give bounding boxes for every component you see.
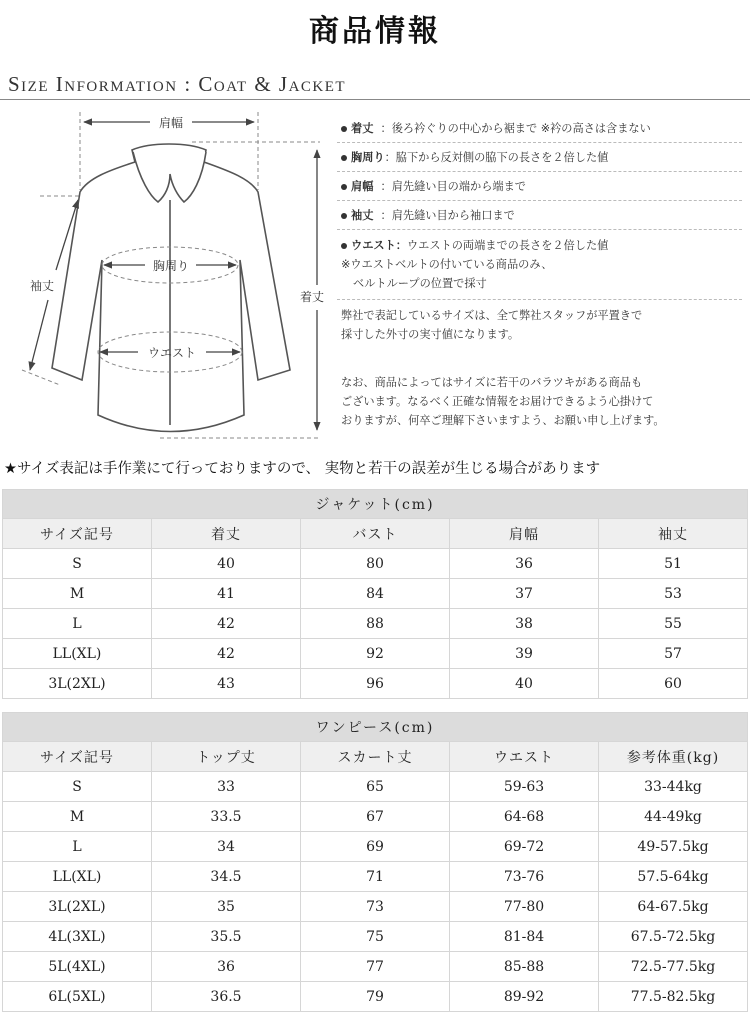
column-header: トップ丈 [152,742,301,772]
column-header: 肩幅 [450,519,599,549]
handmade-measurement-notice: ★サイズ表記は手作業にて行っておりますので、 実物と若干の誤差が生じる場合があります [4,461,601,477]
page-title: 商品情報 [309,14,441,49]
bullet-icon [341,155,347,161]
table-header-row [3,519,748,549]
column-header: バスト [301,519,450,549]
note-sleeve: 袖丈 ：肩先縫い目から袖口まで [337,203,742,230]
table-row: 3L(2XL) 43 96 40 60 [3,669,748,699]
variance-disclaimer-text: なお、商品によってはサイズに若干のバラツキがある商品も ございます。なるべく正確な情報をお届けできるよう心掛けて おりますが、何卒ご理解下さいますよう、お願い申し上げます。 [341,376,665,427]
column-header: 袖丈 [599,519,748,549]
bullet-icon [341,184,347,190]
column-header: サイズ記号 [3,519,152,549]
measurement-method-text: 弊社で表記しているサイズは、全て弊社スタッフが平置きで 採寸した外寸の実寸値になります。 [341,309,643,341]
onepiece-table-title: ワンピース(cm) [3,713,748,742]
coat-measurement-diagram [0,100,330,450]
table-row: 3L(2XL) 35 73 77-80 64-67.5kg [3,892,748,922]
column-header: スカート丈 [301,742,450,772]
table-row: LL(XL) 42 92 39 57 [3,639,748,669]
coat-outline [52,144,290,432]
onepiece-size-table [2,712,748,1012]
table-row: M 41 84 37 53 [3,579,748,609]
total-length-label: 着丈 [299,290,325,304]
table-row: M 33.5 67 64-68 44-49kg [3,802,748,832]
waist-label: ウエスト [147,346,197,360]
note-waist: ウエスト：ウエストの両端までの長さを２倍した値 ※ウエストベルトの付いている商品のみ、 ベルトループの位置で採寸 [337,232,742,300]
table-row: 5L(4XL) 36 77 85-88 72.5-77.5kg [3,952,748,982]
bullet-icon [341,126,347,132]
section-heading: Size Information : Coat & Jacket [8,72,347,96]
jacket-table-title: ジャケット(cm) [3,490,748,519]
table-row: LL(XL) 34.5 71 73-76 57.5-64kg [3,862,748,892]
note-length: 着丈 ：後ろ衿ぐりの中心から裾まで ※衿の高さは含まない [337,116,742,143]
table-header-row [3,742,748,772]
note-chest: 胸周り：脇下から反対側の脇下の長さを２倍した値 [337,145,742,172]
table-row: S 33 65 59-63 33-44kg [3,772,748,802]
chest-label: 胸周り [152,259,190,273]
jacket-size-table [2,489,748,699]
sleeve-length-label: 袖丈 [29,279,55,293]
note-shoulder: 肩幅 ：肩先縫い目の端から端まで [337,174,742,201]
table-row: L 34 69 69-72 49-57.5kg [3,832,748,862]
column-header: 参考体重(kg) [599,742,748,772]
bullet-icon [341,213,347,219]
table-row: 6L(5XL) 36.5 79 89-92 77.5-82.5kg [3,982,748,1012]
column-header: サイズ記号 [3,742,152,772]
table-row: 4L(3XL) 35.5 75 81-84 67.5-72.5kg [3,922,748,952]
bullet-icon [341,243,347,249]
column-header: ウエスト [450,742,599,772]
shoulder-width-label: 肩幅 [158,116,184,130]
table-row: L 42 88 38 55 [3,609,748,639]
table-row: S 40 80 36 51 [3,549,748,579]
column-header: 着丈 [152,519,301,549]
